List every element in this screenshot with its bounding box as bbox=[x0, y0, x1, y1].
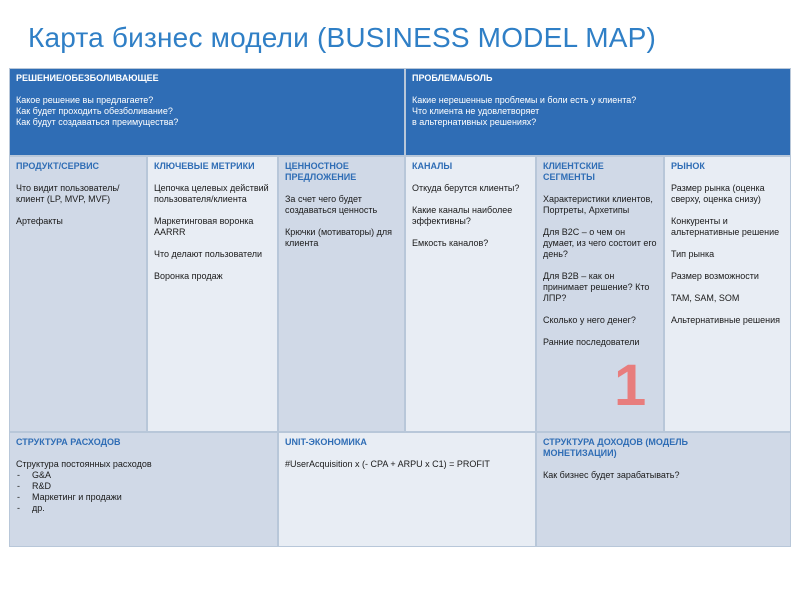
market-text: Размер возможности bbox=[671, 271, 759, 281]
header-costs: СТРУКТУРА РАСХОДОВ bbox=[16, 437, 121, 447]
solution-line: Как будет проходить обезболивание? bbox=[16, 106, 173, 116]
product-text: Что видит пользователь/клиент (LP, MVP, MVF) bbox=[16, 183, 120, 204]
header-revenue: СТРУКТУРА ДОХОДОВ (МОДЕЛЬ МОНЕТИЗАЦИИ) bbox=[543, 437, 688, 458]
cell-problem bbox=[406, 69, 790, 155]
header-market: РЫНОК bbox=[671, 161, 705, 171]
cell-channels bbox=[406, 157, 535, 431]
problem-line: Какие нерешенные проблемы и боли есть у клиента? bbox=[412, 95, 637, 105]
cell-unit-economics bbox=[279, 433, 535, 546]
channels-text: Какие каналы наиболее эффективны? bbox=[412, 205, 513, 226]
costs-list bbox=[16, 470, 271, 514]
market-text: Размер рынка (оценка сверху, оценка снизу) bbox=[671, 183, 765, 204]
solution-line: Как будут создаваться преимущества? bbox=[16, 117, 179, 127]
cell-market bbox=[665, 157, 790, 431]
list-item: - Маркетинг и продажи bbox=[16, 492, 271, 503]
segments-text: Характеристики клиентов, Портреты, Архетипы bbox=[543, 194, 653, 215]
cell-metrics bbox=[148, 157, 277, 431]
header-unit: UNIT-ЭКОНОМИКА bbox=[285, 437, 367, 447]
cell-value-proposition bbox=[279, 157, 404, 431]
step-number-marker: 1 bbox=[614, 353, 647, 418]
metrics-text: Воронка продаж bbox=[154, 271, 223, 281]
problem-line: в альтернативных решениях? bbox=[412, 117, 537, 127]
cell-costs bbox=[10, 433, 277, 546]
market-text: TAM, SAM, SOM bbox=[671, 293, 740, 303]
value-text: За счет чего будет создаваться ценность bbox=[285, 194, 378, 215]
header-problem: ПРОБЛЕМА/БОЛЬ bbox=[412, 73, 493, 83]
market-text: Альтернативные решения bbox=[671, 315, 781, 325]
segments-text: Ранние последователи bbox=[543, 337, 640, 347]
metrics-text: Цепочка целевых действий пользователя/клиента bbox=[154, 183, 269, 204]
cell-solution bbox=[10, 69, 404, 155]
business-model-grid bbox=[9, 68, 791, 547]
product-text: Артефакты bbox=[16, 216, 63, 226]
header-value: ЦЕННОСТНОЕ ПРЕДЛОЖЕНИЕ bbox=[285, 161, 357, 182]
segments-text: Для B2B – как он принимает решение? Кто ЛПР? bbox=[543, 271, 650, 303]
segments-text: Сколько у него денег? bbox=[543, 315, 636, 325]
page-title: Карта бизнес модели (BUSINESS MODEL MAP) bbox=[28, 22, 656, 53]
market-text: Конкуренты и альтернативные решение bbox=[671, 216, 780, 237]
channels-text: Откуда берутся клиенты? bbox=[412, 183, 520, 193]
header-solution: РЕШЕНИЕ/ОБЕЗБОЛИВАЮЩЕЕ bbox=[16, 73, 159, 83]
solution-line: Какое решение вы предлагаете? bbox=[16, 95, 154, 105]
header-segments: КЛИЕНТСКИЕ СЕГМЕНТЫ bbox=[543, 161, 604, 182]
metrics-text: Что делают пользователи bbox=[154, 249, 263, 259]
metrics-text: Маркетинговая воронка AARRR bbox=[154, 216, 254, 237]
cell-revenue bbox=[537, 433, 790, 546]
value-text: Крючки (мотиваторы) для клиента bbox=[285, 227, 392, 248]
list-item: - R&D bbox=[16, 481, 271, 492]
header-channels: КАНАЛЫ bbox=[412, 161, 453, 171]
cell-product bbox=[10, 157, 146, 431]
costs-intro: Структура постоянных расходов bbox=[16, 459, 152, 469]
revenue-text: Как бизнес будет зарабатывать? bbox=[543, 470, 680, 480]
header-metrics: КЛЮЧЕВЫЕ МЕТРИКИ bbox=[154, 161, 255, 171]
unit-formula: #UserAcquisition x (- CPA + ARPU x C1) = PROFIT bbox=[285, 459, 490, 469]
problem-line: Что клиента не удовлетворяет bbox=[412, 106, 540, 116]
list-item: - др. bbox=[16, 503, 271, 514]
segments-text: Для B2C – о чем он думает, из чего состоит его день? bbox=[543, 227, 657, 259]
channels-text: Емкость каналов? bbox=[412, 238, 489, 248]
header-product: ПРОДУКТ/СЕРВИС bbox=[16, 161, 100, 171]
list-item: - G&A bbox=[16, 470, 271, 481]
market-text: Тип рынка bbox=[671, 249, 715, 259]
